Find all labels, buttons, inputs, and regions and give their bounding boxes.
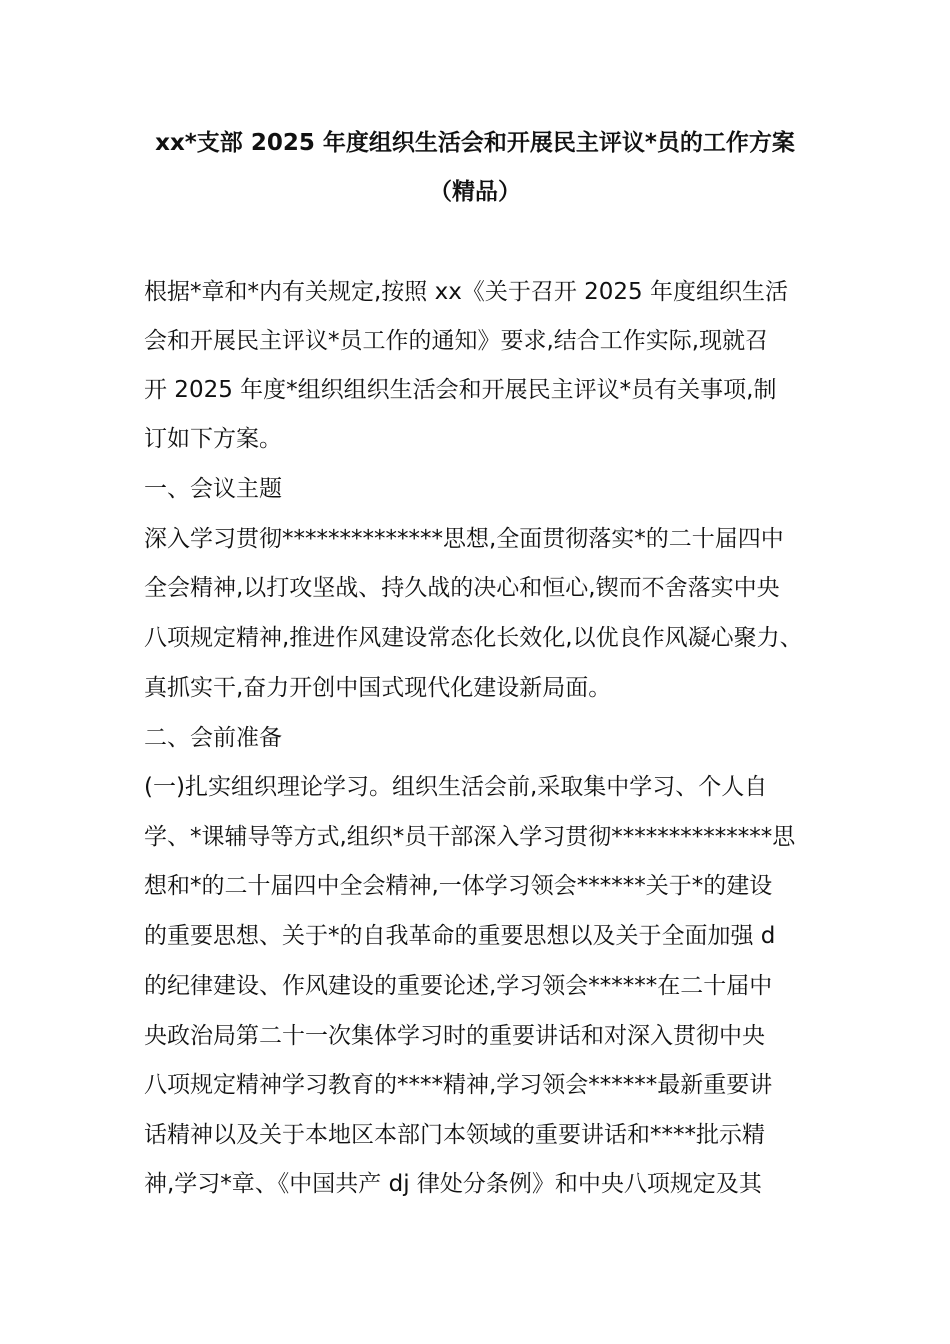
paragraph-line: 学、*课辅导等方式,组织*员干部深入学习贯彻**************思 xyxy=(144,824,796,850)
paragraph-line: 根据*章和*内有关规定,按照 xx《关于召开 2025 年度组织生活 xyxy=(144,279,788,305)
paragraph-line: 央政治局第二十一次集体学习时的重要讲话和对深入贯彻中央 xyxy=(144,1023,765,1049)
paragraph-line: 想和*的二十届四中全会精神,一体学习领会******关于*的建设 xyxy=(144,873,773,899)
paragraph-line: 开 2025 年度*组织组织生活会和开展民主评议*员有关事项,制 xyxy=(144,377,777,403)
paragraph-line: 的重要思想、关于*的自我革命的重要思想以及关于全面加强 d xyxy=(144,923,776,949)
paragraph-line: 真抓实干,奋力开创中国式现代化建设新局面。 xyxy=(144,675,612,701)
paragraph-line: 会和开展民主评议*员工作的通知》要求,结合工作实际,现就召 xyxy=(144,328,769,354)
section-heading: 二、会前准备 xyxy=(144,725,282,751)
paragraph-line: 深入学习贯彻**************思想,全面贯彻落实*的二十届四中 xyxy=(144,526,784,552)
paragraph-line: 订如下方案。 xyxy=(144,426,282,452)
paragraph-line: 八项规定精神学习教育的****精神,学习领会******最新重要讲 xyxy=(144,1072,773,1098)
paragraph-line: 的纪律建设、作风建设的重要论述,学习领会******在二十届中 xyxy=(144,973,773,999)
paragraph-line: 话精神以及关于本地区本部门本领域的重要讲话和****批示精 xyxy=(144,1122,765,1148)
document-title-line-2: （精品） xyxy=(429,179,521,205)
paragraph-line: (一)扎实组织理论学习。组织生活会前,采取集中学习、个人自 xyxy=(144,774,768,800)
document-title-line-1: xx*支部 2025 年度组织生活会和开展民主评议*员的工作方案 xyxy=(155,130,795,156)
paragraph-line: 神,学习*章、《中国共产 dj 律处分条例》和中央八项规定及其 xyxy=(144,1171,762,1197)
paragraph-line: 八项规定精神,推进作风建设常态化长效化,以优良作风凝心聚力、 xyxy=(144,625,803,651)
section-heading: 一、会议主题 xyxy=(144,476,282,502)
paragraph-line: 全会精神,以打攻坚战、持久战的决心和恒心,锲而不舍落实中央 xyxy=(144,575,780,601)
